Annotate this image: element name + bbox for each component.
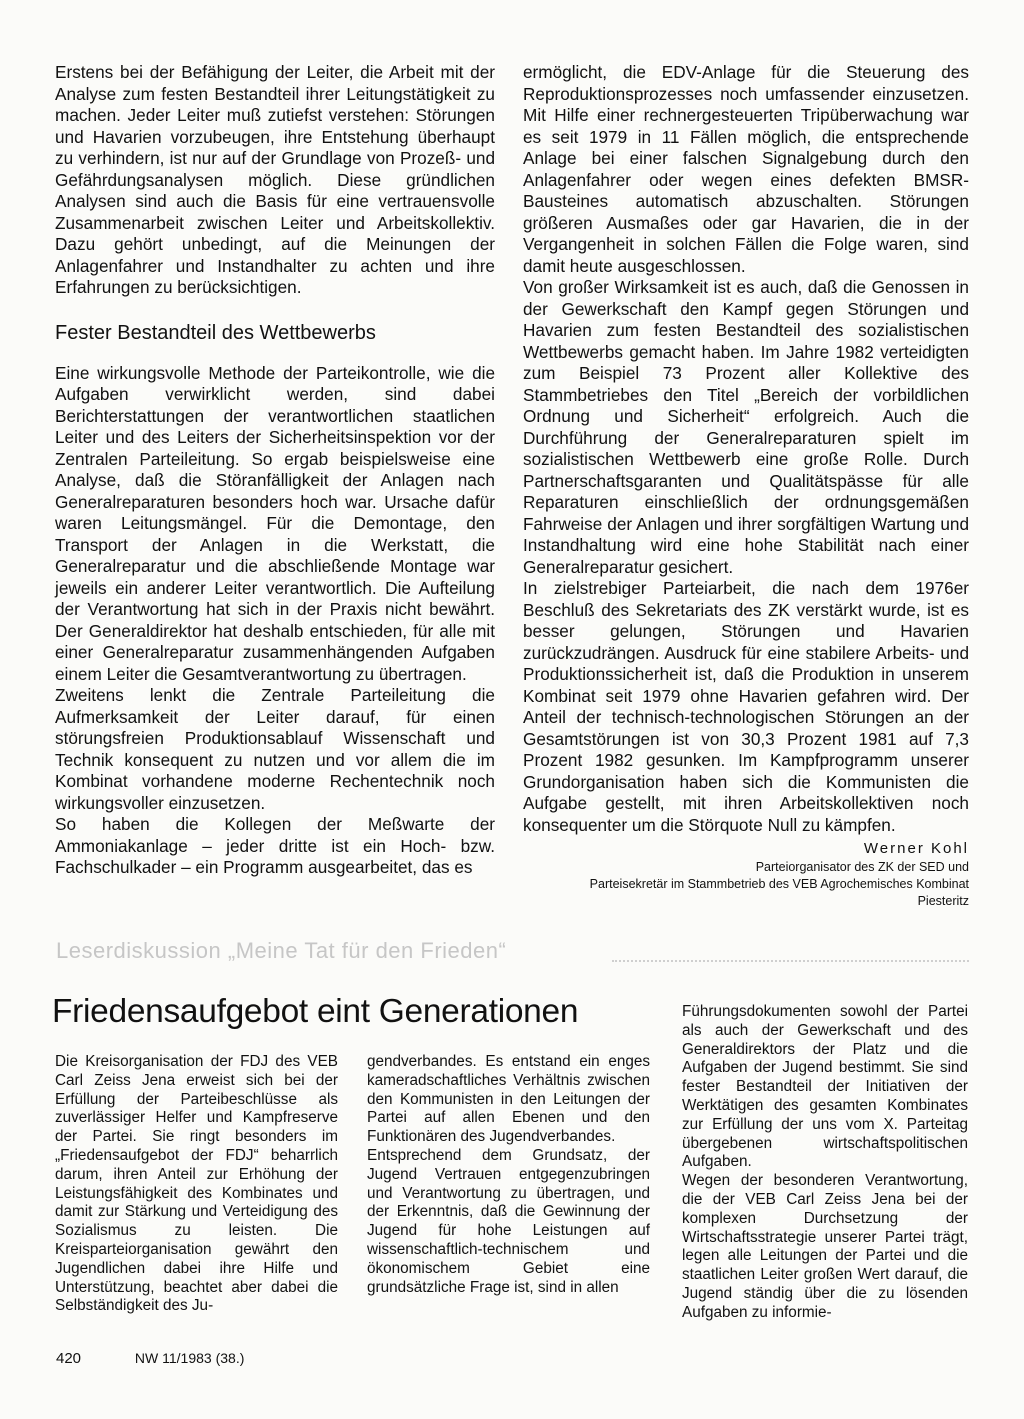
article-title: Friedensaufgebot eint Generationen [52,993,579,1030]
bottom-article-column-3 [682,1003,968,1323]
page-footer [56,1350,244,1367]
page-number: 420 [56,1350,82,1367]
body-paragraph: Entsprechend dem Grundsatz, der Jugend Vertrauen entgegenzubringen und Verantwortung zu übertragen, und der Erkenntnis, daß die Gewinnung der Jugend für hohe Leistungen auf wissenschaftlich-technischem und ökonomischem Gebiet eine grundsätzliche Frage ist, sind in allen [367,1146,650,1296]
author-signature [523,838,969,910]
top-article-right-column [523,62,969,910]
section-divider [612,960,969,962]
bottom-article-column-2 [367,1053,650,1297]
body-paragraph: Von großer Wirksamkeit ist es auch, daß die Genossen in der Gewerkschaft den Kampf gegen Störungen und Havarien zum festen Bestandteil des sozialistischen Wettbewerbs gemacht haben. Im Jahre 1982 verteidigten zum Beispiel 73 Prozent aller Kollektive des Stammbetriebes den Titel „Bereich der vorbildlichen Ordnung und Sicherheit“ erfolgreich. Auch die Durchführung der Generalreparaturen spielt im sozialistischen Wettbewerb eine große Rolle. Durch Partnerschaftsgaranten und Qualitätspässe für alle Reparaturen einschließlich der ordnungsgemäßen Fahrweise der Anlagen und ihrer sorgfältigen Wartung und Instandhaltung wird eine hohe Stabilität nach einer Generalreparatur gesichert. [523,277,969,577]
section-label: Leserdiskussion „Meine Tat für den Frieden“ [56,938,507,963]
body-paragraph: gendverbandes. Es entstand ein enges kameradschaftliches Verhältnis zwischen den Kommunisten in den Leitungen der Partei auf allen Ebenen und den Funktionären des Jugendverbandes. [367,1053,650,1146]
body-paragraph: Erstens bei der Befähigung der Leiter, die Arbeit mit der Analyse zum festen Bestandteil ihrer Leitungstätigkeit zu machen. Jeder Leiter muß zutiefst verstehen: Störungen und Havarien vorzubeugen, ihre Entstehung überhaupt zu verhindern, ist nur auf der Grundlage von Prozeß- und Gefährdungsanalysen möglich. Diese gründlichen Analysen sind auch die Basis für eine vertrauensvolle Zusammenarbeit zwischen Leiter und Arbeitskollektiv. Dazu gehört unbedingt, auf die Meinungen der Anlagenfahrer und Instandhalter zu achten und ihre Erfahrungen zu berücksichtigen. [55,62,495,297]
author-title-line: Piesteritz [917,894,969,908]
body-paragraph: So haben die Kollegen der Meßwarte der Ammoniakanlage – jeder dritte ist ein Hoch- bzw. Fachschulkader – ein Programm ausgearbeitet, das es [55,814,495,877]
body-paragraph: Wegen der besonderen Verantwortung, die der VEB Carl Zeiss Jena bei der komplexen Durchsetzung der Wirtschaftsstrategie unserer Partei trägt, legen alle Leitungen der Partei und die staatlichen Leiter großen Wert darauf, die Jugend ständig über die zu lösenden Aufgaben zu informie- [682,1172,968,1321]
author-title-line: Parteiorganisator des ZK der SED und [755,860,969,874]
bottom-article-column-1 [55,1053,338,1316]
subheading: Fester Bestandteil des Wettbewerbs [55,321,376,344]
body-paragraph: Eine wirkungsvolle Methode der Parteikontrolle, wie die Aufgaben verwirklicht werden, sind dabei Berichterstattungen der verantwortlichen staatlichen Leiter und des Leiters der Sicherheitsinspektion vor der Zentralen Parteileitung. So ergab beispielsweise eine Analyse, daß die Störanfälligkeit der Anlagen nach Generalreparaturen besonders hoch war. Ursache dafür waren Leitungsmängel. Für die Demontage, den Transport der Anlagen in die Werkstatt, die Generalreparatur und die abschließende Montage war jeweils ein anderer Leiter verantwortlich. Die Aufteilung der Verantwortung hat sich in der Praxis nicht bewährt. Der Generaldirektor hat deshalb entschieden, für alle mit einer Generalreparatur zusammenhängenden Aufgaben einem Leiter die Gesamtverantwortung zu übertragen. [55,362,495,684]
body-paragraph: Die Kreisorganisation der FDJ des VEB Carl Zeiss Jena erweist sich bei der Erfüllung der Parteibeschlüsse als zuverlässiger Helfer und Kampfreserve der Partei. Sie ringt besonders im „Friedensaufgebot der FDJ“ beharrlich darum, ihren Anteil zur Erhöhung der Leistungsfähigkeit des Kombinates und damit zur Stärkung und Verteidigung des Sozialismus zu leisten. Die Kreisparteiorganisation gewährt den Jugendlichen dabei ihre Hilfe und Unterstützung, beachtet aber dabei die Selbständigkeit des Ju- [55,1053,338,1315]
issue-label: NW 11/1983 (38.) [134,1350,245,1366]
body-paragraph: Zweitens lenkt die Zentrale Parteileitung die Aufmerksamkeit der Leiter darauf, für einen störungsfreien Produktionsablauf Wissenschaft und Technik konsequent zu nutzen und vor allem die im Kombinat vorhandene moderne Rechentechnik noch wirkungsvoller einzusetzen. [55,685,495,813]
body-paragraph: Führungsdokumenten sowohl der Partei als auch der Gewerkschaft und des Generaldirektors der Platz und die Aufgaben der Jugend bestimmt. Sie sind fester Bestandteil der Initiativen der Werktätigen des gesamten Kombinates zur Erfüllung der uns vom X. Parteitag übergebenen wirtschaftspolitischen Aufgaben. [682,1003,968,1171]
body-paragraph: ermöglicht, die EDV-Anlage für die Steuerung des Reproduktionsprozesses noch umfassender einzusetzen. Mit Hilfe einer rechnergesteuerten Tripüberwachung war es seit 1979 in 11 Fällen möglich, die entsprechende Anlage bei einer falschen Signalgebung durch den Anlagenfahrer oder wegen eines defekten BMSR-Bausteines automatisch abzuschalten. Störungen größeren Ausmaßes oder gar Havarien, die in der Vergangenheit in solchen Fällen die Folge waren, sind damit heute ausgeschlossen. [523,62,969,276]
author-title-line: Parteisekretär im Stammbetrieb des VEB Agrochemisches Kombinat [589,877,969,891]
top-article-left-column [55,62,495,879]
author-name: Werner Kohl [863,840,969,857]
body-paragraph: In zielstrebiger Parteiarbeit, die nach dem 1976er Beschluß des Sekretariats des ZK verstärkt wurde, ist es besser gelungen, Störungen und Havarien zurückzudrängen. Ausdruck für eine stabilere Arbeits- und Produktionssicherheit ist, daß die Produktion in unserem Kombinat seit 1979 ohne Havarien gefahren wird. Der Anteil der technisch-technologischen Störungen an der Gesamtstörungen ist von 30,3 Prozent 1981 auf 7,3 Prozent 1982 gesunken. Im Kampfprogramm unserer Grundorganisation haben sich die Kommunisten die Aufgabe gestellt, mit ihren Arbeitskollektiven noch konsequenter um die Störquote Null zu kämpfen. [523,578,969,835]
